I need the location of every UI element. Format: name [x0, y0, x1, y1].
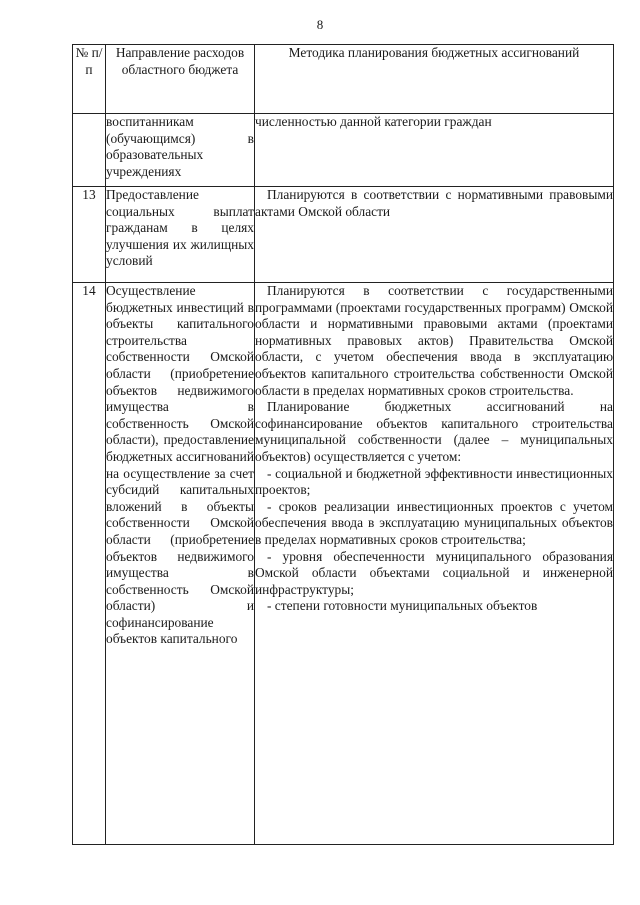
row-number: 14: [73, 283, 106, 845]
budget-methodology-table: [72, 44, 614, 845]
row-direction: воспитанникам (обучающимся) в образовательных учреждениях: [106, 114, 255, 187]
table-row: [73, 283, 614, 845]
method-paragraph: численностью данной категории граждан: [255, 114, 492, 129]
method-paragraph: Планируются в соответствии с нормативными правовыми актами Омской области: [255, 187, 613, 219]
method-paragraph: Планируются в соответствии с государственными программами (проектами государственных программ) Омской области и нормативными правовыми актами (проектами нормативных правовых актов) Правительства Омской области, с учетом обеспечения ввода в эксплуатацию объектов капитального строительства собственности Омской области в пределах нормативных сроков строительства.: [255, 283, 613, 398]
table-row: [73, 187, 614, 283]
method-list-item: - степени готовности муниципальных объектов: [267, 598, 538, 614]
table-header-row: [73, 45, 614, 114]
header-method: Методика планирования бюджетных ассигнований: [255, 45, 614, 114]
header-direction: Направление расходов областного бюджета: [106, 45, 255, 114]
method-list-item: - социальной и бюджетной эффективности инвестиционных проектов;: [255, 465, 613, 498]
page-number: 8: [316, 17, 324, 32]
row-direction: Предоставление социальных выплат гражданам в целях улучшения их жилищных условий: [106, 187, 255, 283]
method-paragraph: Планирование бюджетных ассигнований на софинансирование объектов капитального строительства муниципальной собственности (далее – муниципальных объектов) осуществляется с учетом:: [255, 399, 613, 464]
row-number: 13: [73, 187, 106, 283]
method-list-item: - сроков реализации инвестиционных проектов с учетом обеспечения ввода в эксплуатацию муниципальных объектов в пределах нормативных сроков строительства;: [255, 498, 613, 547]
row-method: [255, 114, 614, 187]
header-number: № п/п: [73, 45, 106, 114]
row-direction: Осуществление бюджетных инвестиций в объекты капитального строительства собственности Омской области (приобретение объектов недвижимого имущества в собственность Омской области), предоставление бюджетных ассигнований на осуществление за счет субсидий капитальных вложений в объекты собственности Омской области (приобретение объектов недвижимого имущества в собственность Омской области) и софинансирование объектов капитального: [106, 283, 255, 845]
row-number: [73, 114, 106, 187]
row-method: [255, 187, 614, 283]
method-list-item: - уровня обеспеченности муниципального образования Омской области объектами социальной и инженерной инфраструктуры;: [255, 548, 613, 597]
row-method: [255, 283, 614, 845]
table-row: [73, 114, 614, 187]
